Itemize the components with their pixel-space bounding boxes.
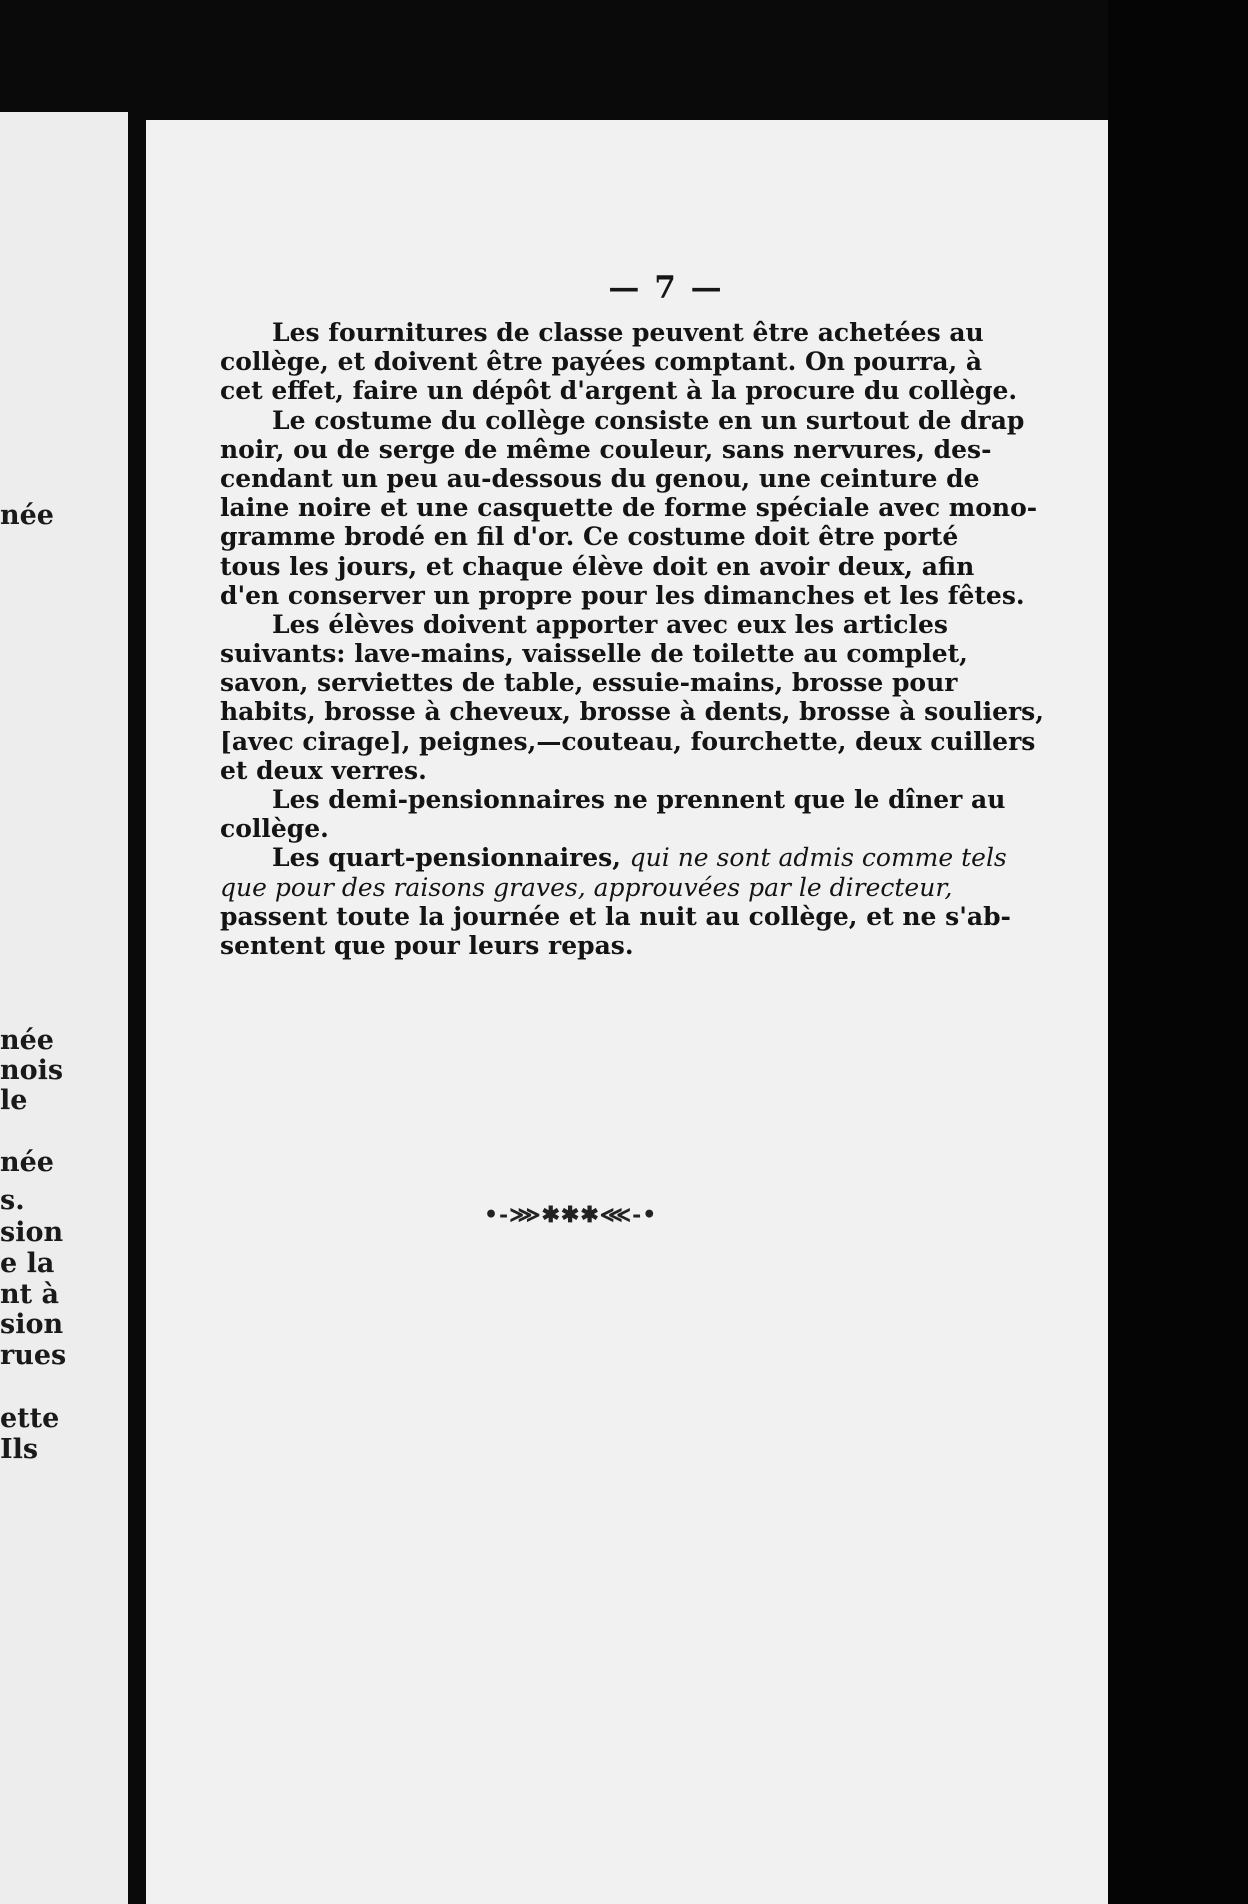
text-line: laine noire et une casquette de forme spéciale avec mono- — [220, 493, 1038, 523]
text-line: collège, et doivent être payées comptant. On pourra, à — [220, 347, 983, 377]
text-line: collège. — [220, 814, 329, 844]
text-line: [avec cirage], peignes,—couteau, fourchette, deux cuillers — [220, 726, 1036, 756]
text-line: tous les jours, et chaque élève doit en avoir deux, afin — [220, 551, 975, 581]
text-line: Les demi-pensionnaires ne prennent que le dîner au — [272, 785, 1006, 814]
text-line: sentent que pour leurs repas. — [220, 930, 634, 960]
left-page-fragment: ette — [0, 1403, 60, 1434]
ornament-divider: •-⋙✱✱✱⋘-• — [484, 1202, 658, 1228]
left-page-fragment: le — [0, 1085, 28, 1116]
text-line: habits, brosse à cheveux, brosse à dents, brosse à souliers, — [220, 697, 1044, 727]
text-line — [220, 843, 1007, 873]
left-page-fragment: sion — [0, 1217, 64, 1248]
left-page-fragment: nt à — [0, 1279, 59, 1310]
text-line: Les élèves doivent apporter avec eux les articles — [272, 609, 948, 639]
text-line: noir, ou de serge de même couleur, sans nervures, des- — [220, 434, 992, 464]
text-line: et deux verres. — [220, 755, 427, 785]
scan-border — [1108, 0, 1248, 1904]
left-page-fragment: nois — [0, 1055, 64, 1086]
italic-text-run: qui ne sont admis comme tels — [629, 843, 1007, 873]
text-line: suivants: lave-mains, vaisselle de toilette au complet, — [220, 639, 968, 669]
left-page-fragment: sion — [0, 1309, 64, 1340]
page-number: — 7 — — [608, 270, 724, 306]
text-line: gramme brodé en fil d'or. Ce costume doit être porté — [220, 522, 959, 552]
text-line: passent toute la journée et la nuit au collège, et ne s'ab- — [220, 901, 1011, 931]
text-line: d'en conserver un propre pour les dimanches et les fêtes. — [220, 580, 1025, 610]
left-page-fragment: née — [0, 500, 54, 531]
text-line: cendant un peu au-dessous du genou, une ceinture de — [220, 463, 980, 493]
left-page-fragment: Ils — [0, 1434, 39, 1465]
text-run: Les quart-pensionnaires, — [272, 843, 630, 873]
text-line: cet effet, faire un dépôt d'argent à la procure du collège. — [220, 376, 1018, 406]
left-page-fragment: née — [0, 1025, 54, 1056]
left-page — [0, 112, 128, 1904]
left-page-fragment: e la — [0, 1248, 55, 1279]
text-line: Le costume du collège consiste en un surtout de drap — [272, 405, 1025, 435]
body-text — [220, 318, 1044, 960]
italic-text-run: que pour des raisons graves, approuvées par le directeur, — [220, 872, 953, 902]
page-gutter — [128, 108, 146, 1904]
text-line — [220, 872, 953, 902]
left-page-fragment: rues — [0, 1340, 67, 1371]
left-page-fragment: s. — [0, 1185, 25, 1216]
left-page-fragment: née — [0, 1147, 54, 1178]
text-line: Les fournitures de classe peuvent être achetées au — [272, 318, 984, 347]
text-line: savon, serviettes de table, essuie-mains, brosse pour — [220, 668, 958, 698]
main-page — [146, 120, 1108, 1904]
